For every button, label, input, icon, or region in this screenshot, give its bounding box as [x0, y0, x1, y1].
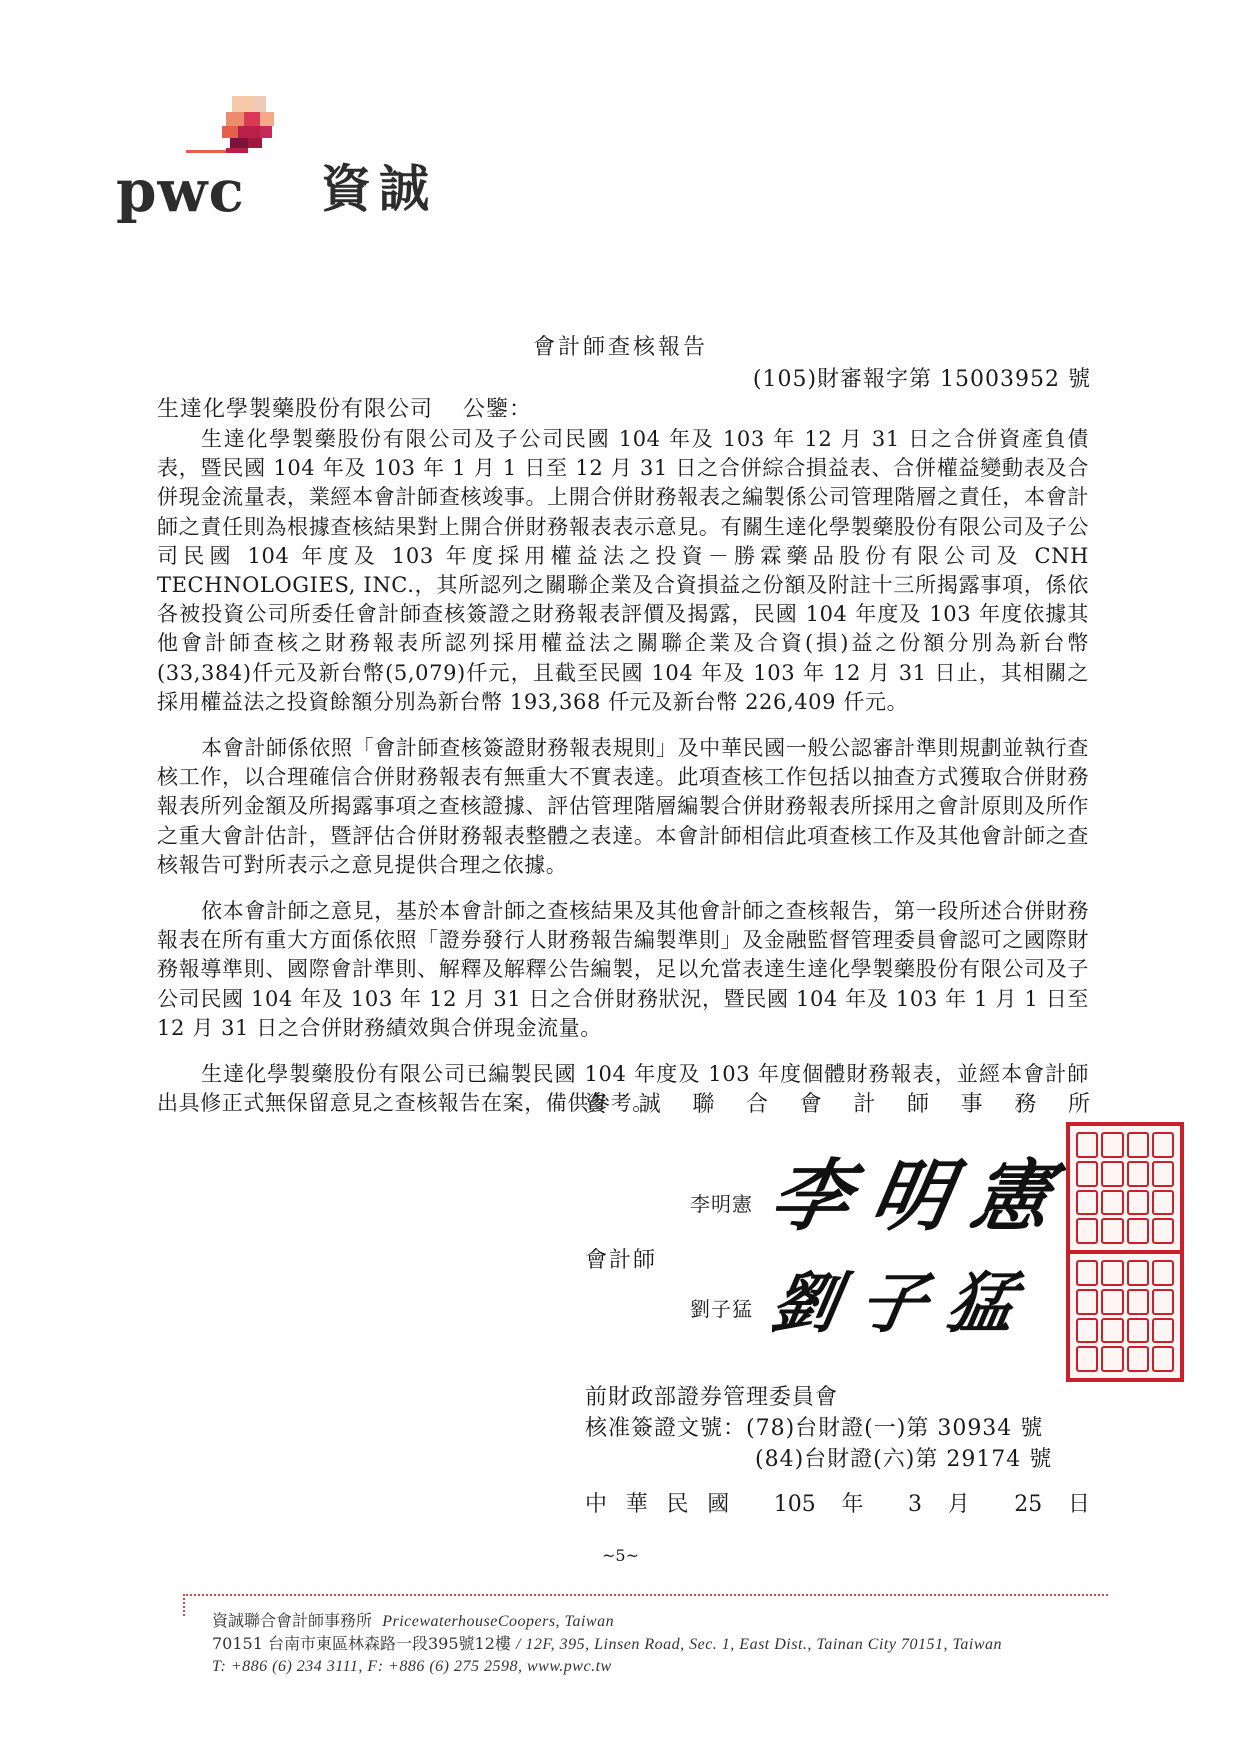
signature-1: 李明憲 — [764, 1151, 1081, 1242]
page-number: ~5~ — [602, 1546, 639, 1565]
salutation — [157, 392, 532, 423]
report-body — [157, 425, 1089, 1135]
paragraph-basis: 本會計師係依照「會計師查核簽證財務報表規則」及中華民國一般公認審計準則規劃並執行查核工作，以合理確信合併財務報表有無重大不實表達。此項查核工作包括以抽查方式獲取合併財務報表所列金額及所揭露事項之查核證據、評估管理階層編製合併財務報表所採用之會計原則及所作之重大會計估計，暨評估合併財務報表整體之表達。本會計師相信此項查核工作及其他會計師之查核報告可對所表示之意見提供合理之依據。 — [157, 736, 1089, 877]
paragraph-scope: 生達化學製藥股份有限公司及子公司民國 104 年及 103 年 12 月 31 日之合併資產負債表，暨民國 104 年及 103 年 1 月 1 日至 12 月 31 日之合併綜合損益表、合併權益變動表及合併現金流量表，業經本會計師查核竣事。上開合併財務報表之編製係公司管理階層之責任，本會計師之責任則為根據查核結果對上開合併財務報表表示意見。有關生達化學製藥股份有限公司及子公司民國 104 年度及 103 年度採用權益法之投資－勝霖藥品股份有限公司及 CNH TECHNOLOGIES, INC.，其所認列之關聯企業及合資損益之份額及附註十三所揭露事項，係依各被投資公司所委任會計師查核簽證之財務報表評價及揭露，民國 104 年度及 103 年度依據其他會計師查核之財務報表所認列採用權益法之關聯企業及合資(損)益之份額分別為新台幣(33,384)仟元及新台幣(5,079)仟元，且截至民國 104 年及 103 年 12 月 31 日止，其相關之採用權益法之投資餘額分別為新台幣 193,368 仟元及新台幣 226,409 仟元。 — [157, 427, 1089, 714]
report-date: 中華民國 105 年 3 月 25 日 — [585, 1492, 1090, 1517]
footer-firm-en: PricewaterhouseCoopers, Taiwan — [382, 1613, 615, 1630]
seal-stamp-icon — [1066, 1250, 1184, 1382]
footer-divider — [183, 1594, 1108, 1596]
report-number: (105)財審報字第 15003952 號 — [752, 367, 1091, 392]
cpa-label: 會計師 — [585, 1248, 658, 1273]
addressee: 生達化學製藥股份有限公司 — [157, 397, 434, 422]
footer-contact: T: +886 (6) 234 3111, F: +886 (6) 275 2598, www.pwc.tw — [212, 1658, 612, 1675]
approval-info — [585, 1382, 1052, 1475]
logo-mosaic-icon — [186, 96, 306, 156]
accountant-name-2: 劉子猛 — [690, 1297, 753, 1321]
footer-firm-cn: 資誠聯合會計師事務所 — [212, 1611, 373, 1630]
accountant-name-1: 李明憲 — [690, 1192, 753, 1216]
seal-stamp-icon — [1066, 1122, 1184, 1254]
firm-name: 資誠聯合會計師事務所 — [585, 1092, 1090, 1117]
approval-authority: 前財政部證券管理委員會 — [585, 1385, 839, 1410]
paragraph-opinion: 依本會計師之意見，基於本會計師之查核結果及其他會計師之查核報告，第一段所述合併財務報表在所有重大方面係依照「證券發行人財務報告編製準則」及金融監督管理委員會認可之國際財務報導準則、國際會計準則、解釋及解釋公告編製，足以允當表達生達化學製藥股份有限公司及子公司民國 104 年及 103 年 12 月 31 日之合併財務狀況，暨民國 104 年及 103 年 1 月 1 日至 12 月 31 日之合併財務績效與合併現金流量。 — [157, 899, 1089, 1040]
approval-number-2: (84)台財證(六)第 29174 號 — [755, 1447, 1053, 1472]
logo-chinese-name: 資誠 — [321, 160, 437, 218]
paragraph-other-matter: 生達化學製藥股份有限公司已編製民國 104 年度及 103 年度個體財務報表，並經本會計師出具修正式無保留意見之查核報告在案，備供參考。 — [157, 1062, 1089, 1116]
footer-divider-corner — [183, 1594, 185, 1616]
report-title: 會計師查核報告 — [532, 335, 708, 360]
logo-wordmark: pwc — [116, 157, 245, 225]
footer-address-en: / 12F, 395, Linsen Road, Sec. 1, East Dist., Tainan City 70151, Taiwan — [515, 1636, 1002, 1653]
footer — [212, 1610, 1002, 1678]
footer-address-cn: 70151 台南市東區林森路一段395號12樓 — [212, 1634, 511, 1653]
pwc-logo — [116, 96, 446, 225]
approval-number-1: 核准簽證文號：(78)台財證(一)第 30934 號 — [585, 1416, 1044, 1441]
signature-2: 劉子猛 — [765, 1264, 1043, 1342]
greeting: 公鑒： — [463, 397, 533, 422]
